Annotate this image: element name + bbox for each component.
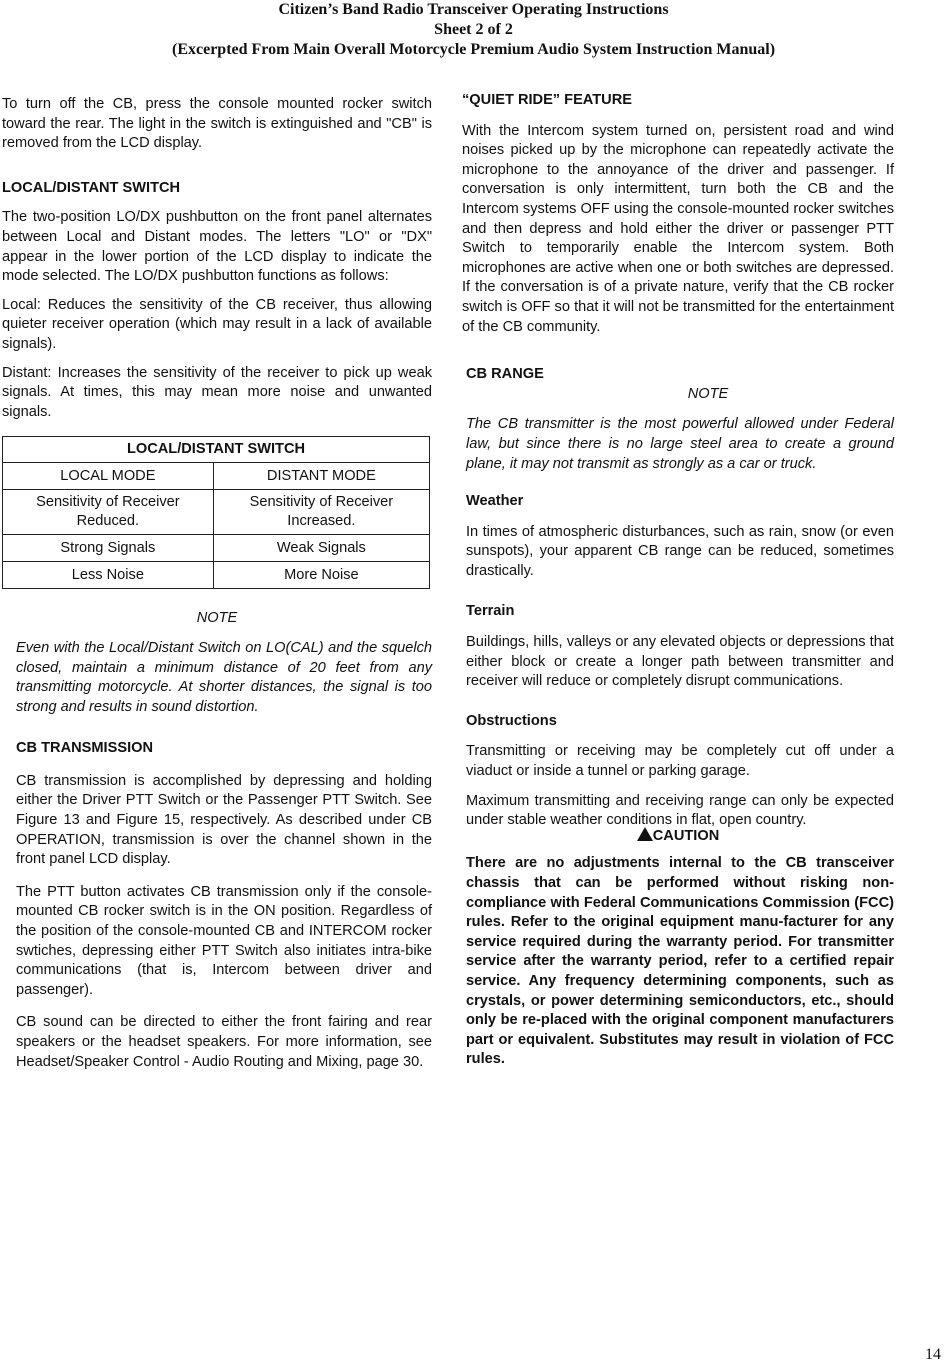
local-distant-table	[2, 436, 430, 589]
cb-transmission-p3: CB sound can be directed to either the front fairing and rear speakers or the headset speakers. For more information, see Headset/Speaker Control - Audio Routing and Mixing, page 30.	[16, 1014, 432, 1070]
table-cell: Weak Signals	[213, 535, 429, 562]
local-distant-heading: LOCAL/DISTANT SWITCH	[2, 179, 181, 196]
header-title: Citizen’s Band Radio Transceiver Operating Instructions	[278, 1, 669, 18]
cb-transmission-p2: The PTT button activates CB transmission only if the console-mounted CB rocker switch is in the ON position. Regardless of the position of the console-mounted CB and INTERCOM rocker swtiches, depressing either PTT Switch also initiates intra-bike communications (that is, Intercom between driver and passenger).	[16, 883, 432, 998]
table-header-local: LOCAL MODE	[3, 463, 214, 490]
cb-range-heading: CB RANGE	[466, 366, 544, 383]
range-note-label: NOTE	[687, 385, 729, 402]
header-sheet: Sheet 2 of 2	[434, 21, 513, 38]
left-column	[2, 95, 432, 1072]
page-number: 14	[925, 1346, 941, 1363]
warning-triangle-icon	[637, 827, 653, 841]
obstructions-p1: Transmitting or receiving may be completely cut off under a viaduct or inside a tunnel or parking garage.	[466, 743, 894, 780]
range-note-text: The CB transmitter is the most powerful allowed under Federal law, but since there is no large steel area to create a ground plane, it may not transmit as strongly as a car or truck.	[466, 416, 894, 472]
table-cell: More Noise	[213, 562, 429, 589]
quiet-ride-paragraph: With the Intercom system turned on, persistent road and wind noises picked up by the microphone can repeatedly activate the microphone to the annoyance of the driver and passenger. If conversation is only intermittent, turn both the CB and the Intercom systems OFF using the console-mounted rocker switches and then depress and hold either the driver or passenger PTT Switch to temporarily enable the Intercom system. Both microphones are active when one or both switches are depressed. If the conversation is of a private nature, verify that the CB rocker switch is OFF so that it will not be transmitted for the entertainment of the CB community.	[462, 122, 894, 335]
table-cell: Sensitivity of Receiver Increased.	[213, 490, 429, 535]
obstructions-heading: Obstructions	[466, 712, 557, 729]
cb-transmission-heading: CB TRANSMISSION	[16, 740, 154, 757]
local-distant-paragraph: The two-position LO/DX pushbutton on the front panel alternates between Local and Distant modes. The letters "LO" or "DX" appear in the lower portion of the LCD display to indicate the mode selected. The LO/DX pushbutton functions as follows:	[2, 209, 432, 285]
obstructions-p2: Maximum transmitting and receiving range can only be expected under stable weather conditions in flat, open country.	[466, 792, 894, 829]
table-cell: Strong Signals	[3, 535, 214, 562]
header-subtitle: (Excerpted From Main Overall Motorcycle Premium Audio System Instruction Manual)	[171, 41, 776, 58]
caution-label: CAUTION	[652, 827, 720, 844]
cb-transmission-p1: CB transmission is accomplished by depressing and holding either the Driver PTT Switch or the Passenger PTT Switch. See Figure 13 and Figure 15, respectively. As described under CB OPERATION, transmission is over the channel shown in the front panel LCD display.	[16, 772, 432, 868]
table-title: LOCAL/DISTANT SWITCH	[3, 437, 430, 463]
quiet-ride-heading: “QUIET RIDE” FEATURE	[462, 92, 632, 108]
intro-paragraph: To turn off the CB, press the console mounted rocker switch toward the rear. The light in the switch is extinguished and "CB" is removed from the LCD display.	[2, 96, 432, 152]
terrain-heading: Terrain	[466, 603, 515, 620]
table-cell: Sensitivity of Receiver Reduced.	[3, 490, 214, 535]
distant-paragraph: Distant: Increases the sensitivity of the receiver to pick up weak signals. At times, this may mean more noise and unwanted signals.	[2, 364, 432, 420]
caution-text: There are no adjustments internal to the CB transceiver chassis that can be performed without risking non-compliance with Federal Communications Commission (FCC) rules. Refer to the original equipment manu-facturer for any service required during the warranty period. For transmitter service after the warranty period, refer to a certified repair service. Any frequency determining components, such as crystals, or power determining semiconductors, etc., should only be re-placed with the original component manufacturers part or equivalent. Substitutes may result in violation of FCC rules.	[466, 855, 894, 1068]
weather-paragraph: In times of atmospheric disturbances, such as rain, snow (or even sunspots), your apparent CB range can be reduced, sometimes drastically.	[466, 523, 894, 579]
note-label: NOTE	[196, 610, 238, 627]
table-header-distant: DISTANT MODE	[213, 463, 429, 490]
table-cell: Less Noise	[3, 562, 214, 589]
note-text: Even with the Local/Distant Switch on LO(CAL) and the squelch closed, maintain a minimum distance of 20 feet from any transmitting motorcycle. At shorter distances, the signal is too strong and results in sound distortion.	[16, 639, 432, 715]
page-header	[0, 0, 947, 60]
right-column	[462, 91, 894, 1070]
local-paragraph: Local: Reduces the sensitivity of the CB receiver, thus allowing quieter receiver operation (which may result in a lack of available signals).	[2, 296, 432, 352]
weather-heading: Weather	[466, 493, 524, 510]
terrain-paragraph: Buildings, hills, valleys or any elevated objects or depressions that either block or create a longer path between transmitter and receiver will reduce or completely disrupt communications.	[466, 634, 894, 690]
